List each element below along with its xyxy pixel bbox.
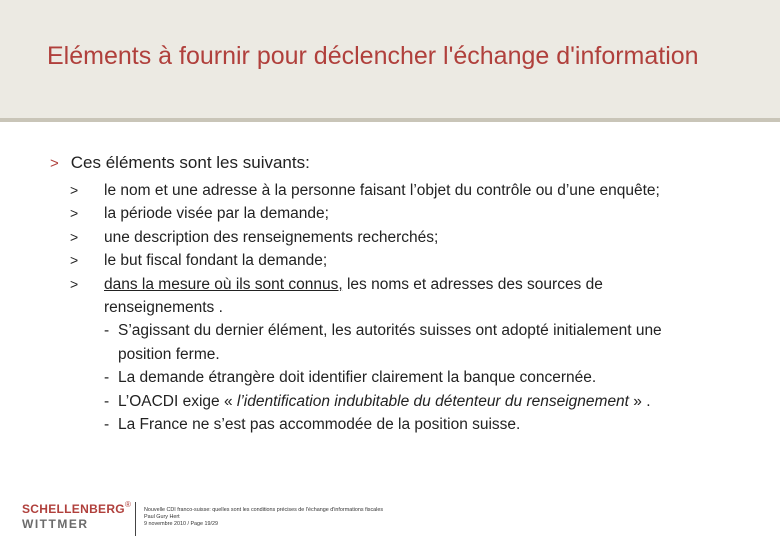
slide-title: Eléments à fournir pour déclencher l'échange d'information <box>47 42 699 70</box>
sub-item-text <box>118 390 651 413</box>
chevron-right-icon: > <box>70 252 79 269</box>
sub-item-text: position ferme. <box>118 345 220 363</box>
title-divider <box>0 118 780 122</box>
logo-line-2: WITTMER <box>22 517 89 531</box>
chevron-right-icon: > <box>50 155 59 172</box>
sub-item-continuation <box>0 343 780 366</box>
list-item-rest: les noms et adresses des sources de <box>342 275 603 293</box>
list-item <box>0 273 780 296</box>
footer-author: Paul Gury Hert <box>144 514 180 520</box>
quote-suffix: » . <box>629 392 651 410</box>
quote-italic: l’identification indubitable du détenteur du renseignement <box>236 392 629 410</box>
list-item-text: la période visée par la demande; <box>104 205 329 223</box>
list-item-text: une description des renseignements recherchés; <box>104 228 439 246</box>
dash-marker: - <box>104 415 110 433</box>
continuation-text: renseignements . <box>104 298 223 316</box>
intro-line <box>50 150 310 177</box>
list-item-text: le but fiscal fondant la demande; <box>104 252 328 270</box>
quote-prefix: L’OACDI exige « <box>118 392 237 410</box>
list-item <box>0 226 780 249</box>
list-item <box>0 249 780 272</box>
list-item <box>0 202 780 225</box>
registered-mark-icon: ® <box>125 500 131 509</box>
footer-info <box>144 507 383 528</box>
dash-marker: - <box>104 322 110 340</box>
footer-divider <box>135 502 136 536</box>
sub-item <box>0 413 780 436</box>
dash-marker: - <box>104 369 110 387</box>
footer-title: Nouvelle CDI franco-suisse: quelles sont les conditions précises de l'échange d'informations fiscales <box>144 507 384 513</box>
sub-item-text: La France ne s’est pas accommodée de la position suisse. <box>118 415 521 433</box>
dash-marker: - <box>104 392 110 410</box>
sub-item <box>0 366 780 389</box>
footer-date-page: 9 novembre 2010 / Page 19/29 <box>144 521 219 527</box>
bullet-list <box>0 179 780 436</box>
chevron-right-icon: > <box>70 205 79 222</box>
list-item-text <box>104 273 603 296</box>
chevron-right-icon: > <box>70 182 79 198</box>
sub-item-text: S’agissant du dernier élément, les autorités suisses ont adopté initialement une <box>118 322 662 340</box>
list-item-continuation <box>0 296 780 319</box>
chevron-right-icon: > <box>70 275 79 292</box>
sub-item-text: La demande étrangère doit identifier clairement la banque concernée. <box>118 369 597 387</box>
list-item-text: le nom et une adresse à la personne faisant l’objet du contrôle ou d’une enquête; <box>104 182 660 199</box>
underlined-text: dans la mesure où ils sont connus, <box>104 275 343 293</box>
sub-item <box>0 390 780 413</box>
logo-line-1: SCHELLENBERG <box>22 502 125 516</box>
sub-item <box>0 319 780 342</box>
list-item <box>0 179 780 202</box>
company-logo <box>22 502 132 536</box>
intro-text: Ces éléments sont les suivants: <box>70 153 310 172</box>
chevron-right-icon: > <box>70 228 79 245</box>
